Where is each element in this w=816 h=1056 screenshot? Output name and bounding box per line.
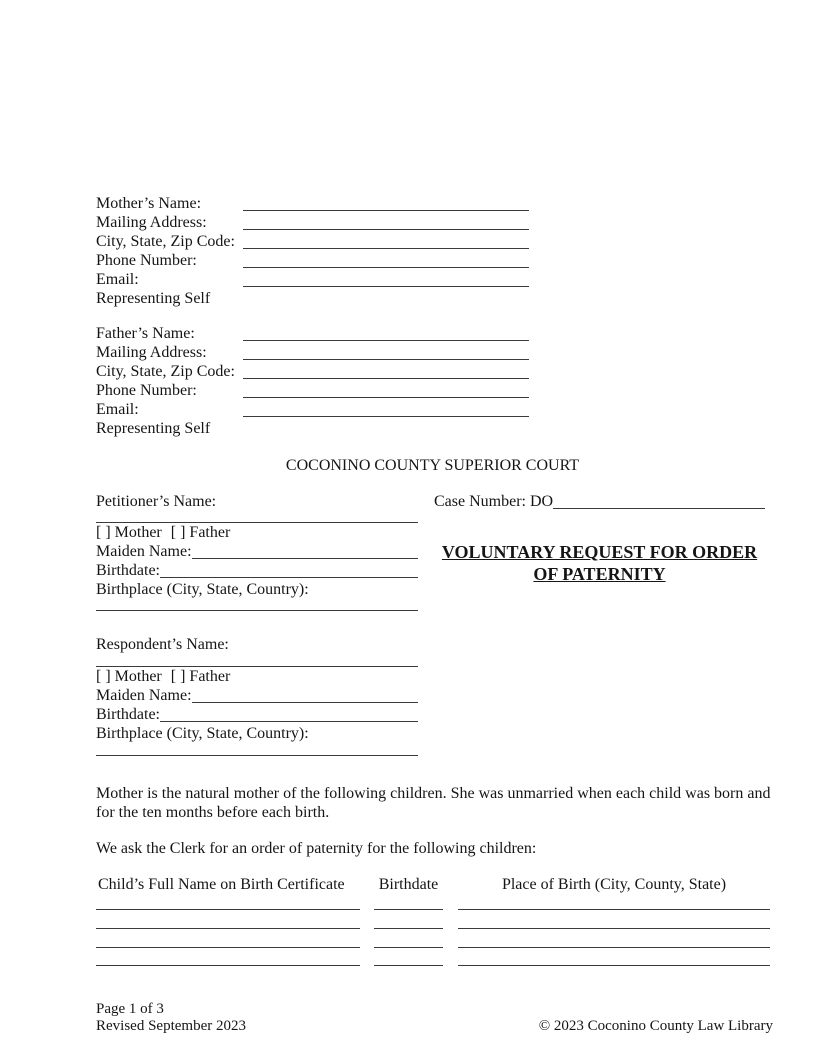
footer-left <box>96 1001 246 1035</box>
father-city-state-zip-field[interactable] <box>243 364 529 379</box>
petitioner-mother-checkbox[interactable]: [ ] Mother <box>96 524 162 541</box>
child-birthdate-column-header: Birthdate <box>378 876 439 893</box>
mother-address-field[interactable] <box>243 215 529 230</box>
father-phone-field[interactable] <box>243 383 529 398</box>
father-email-field[interactable] <box>243 402 529 417</box>
father-representing-self-label: Representing Self <box>96 420 211 437</box>
mother-email-label: Email: <box>96 271 139 288</box>
respondent-birthplace-field[interactable] <box>96 743 418 756</box>
mother-city-state-zip-field[interactable] <box>243 234 529 249</box>
respondent-mother-checkbox[interactable]: [ ] Mother <box>96 668 162 685</box>
petitioner-birthdate-label: Birthdate: <box>96 562 160 579</box>
form-row <box>96 419 529 438</box>
form-row <box>96 381 529 400</box>
petitioner-maiden-name-field[interactable] <box>192 544 418 559</box>
child-name-column-header: Child’s Full Name on Birth Certificate <box>98 876 345 893</box>
form-row <box>96 561 418 580</box>
table-row <box>96 948 770 966</box>
father-phone-label: Phone Number: <box>96 382 197 399</box>
mother-name-label: Mother’s Name: <box>96 195 202 212</box>
child-3-birthplace-field[interactable] <box>458 929 770 948</box>
respondent-parent-checkboxes <box>96 667 418 686</box>
mother-phone-label: Phone Number: <box>96 252 197 269</box>
form-row <box>96 270 529 289</box>
document-title <box>434 541 765 585</box>
revision-date: Revised September 2023 <box>96 1018 246 1034</box>
mother-city-state-zip-label: City, State, Zip Code: <box>96 233 235 250</box>
father-address-field[interactable] <box>243 345 529 360</box>
mother-info-block <box>96 194 529 308</box>
petitioner-parent-checkboxes <box>96 523 418 542</box>
child-3-name-field[interactable] <box>96 929 360 948</box>
father-name-label: Father’s Name: <box>96 325 195 342</box>
form-row <box>96 213 529 232</box>
mother-statement-paragraph: Mother is the natural mother of the following children. She was unmarried when each child was born and for the ten months before each birth. <box>96 785 771 821</box>
petitioner-birthplace-label: Birthplace (City, State, Country): <box>96 581 309 598</box>
form-row <box>96 324 529 343</box>
child-4-name-field[interactable] <box>96 948 360 966</box>
children-table <box>96 875 770 966</box>
mother-address-label: Mailing Address: <box>96 214 207 231</box>
case-number-label: Case Number: DO <box>434 493 554 510</box>
mother-name-field[interactable] <box>243 196 529 211</box>
form-row <box>96 362 529 381</box>
petitioner-name-label: Petitioner’s Name: <box>96 493 217 510</box>
child-birthplace-column-header: Place of Birth (City, County, State) <box>501 876 727 893</box>
child-1-birthdate-field[interactable] <box>374 894 443 910</box>
respondent-maiden-name-label: Maiden Name: <box>96 687 192 704</box>
form-row <box>96 343 529 362</box>
table-row <box>96 894 770 910</box>
document-title-line1: VOLUNTARY REQUEST FOR ORDER <box>441 542 758 562</box>
form-row <box>96 400 529 419</box>
father-name-field[interactable] <box>243 326 529 341</box>
form-row <box>96 686 418 705</box>
respondent-name-label: Respondent’s Name: <box>96 636 229 653</box>
petitioner-father-checkbox[interactable]: [ ] Father <box>170 524 231 541</box>
table-row <box>96 929 770 948</box>
case-number-row <box>434 492 765 511</box>
respondent-birthplace-label: Birthplace (City, State, Country): <box>96 725 309 742</box>
page-number: Page 1 of 3 <box>96 1001 164 1017</box>
form-row <box>96 232 529 251</box>
table-row <box>96 910 770 929</box>
father-info-block <box>96 324 529 438</box>
form-row <box>96 705 418 724</box>
document-title-line2: OF PATERNITY <box>533 564 666 584</box>
father-email-label: Email: <box>96 401 139 418</box>
petitioner-name-field[interactable] <box>96 511 418 523</box>
respondent-birthdate-label: Birthdate: <box>96 706 160 723</box>
father-city-state-zip-label: City, State, Zip Code: <box>96 363 235 380</box>
mother-email-field[interactable] <box>243 272 529 287</box>
form-row <box>96 251 529 270</box>
children-table-header <box>96 875 770 894</box>
child-4-birthplace-field[interactable] <box>458 948 770 966</box>
court-name-heading: COCONINO COUNTY SUPERIOR COURT <box>285 457 580 474</box>
caption-left-column <box>96 511 418 756</box>
child-2-name-field[interactable] <box>96 910 360 929</box>
respondent-maiden-name-field[interactable] <box>192 688 418 703</box>
child-4-birthdate-field[interactable] <box>374 948 443 966</box>
petitioner-birthplace-field[interactable] <box>96 599 418 611</box>
child-2-birthplace-field[interactable] <box>458 910 770 929</box>
father-address-label: Mailing Address: <box>96 344 207 361</box>
clerk-request-line: We ask the Clerk for an order of paternity for the following children: <box>96 840 537 857</box>
case-number-field[interactable] <box>553 494 765 509</box>
respondent-name-field[interactable] <box>96 654 418 667</box>
form-row <box>96 194 529 213</box>
form-row <box>96 542 418 561</box>
petitioner-birthdate-field[interactable] <box>160 563 418 578</box>
mother-representing-self-label: Representing Self <box>96 290 211 307</box>
respondent-birthdate-field[interactable] <box>160 707 418 722</box>
mother-phone-field[interactable] <box>243 253 529 268</box>
child-1-birthplace-field[interactable] <box>458 894 770 910</box>
child-2-birthdate-field[interactable] <box>374 910 443 929</box>
petitioner-maiden-name-label: Maiden Name: <box>96 543 192 560</box>
copyright-notice: © 2023 Coconino County Law Library <box>538 1018 773 1034</box>
child-1-name-field[interactable] <box>96 894 360 910</box>
form-row <box>96 289 529 308</box>
child-3-birthdate-field[interactable] <box>374 929 443 948</box>
caption-row <box>96 492 765 511</box>
respondent-father-checkbox[interactable]: [ ] Father <box>170 668 231 685</box>
